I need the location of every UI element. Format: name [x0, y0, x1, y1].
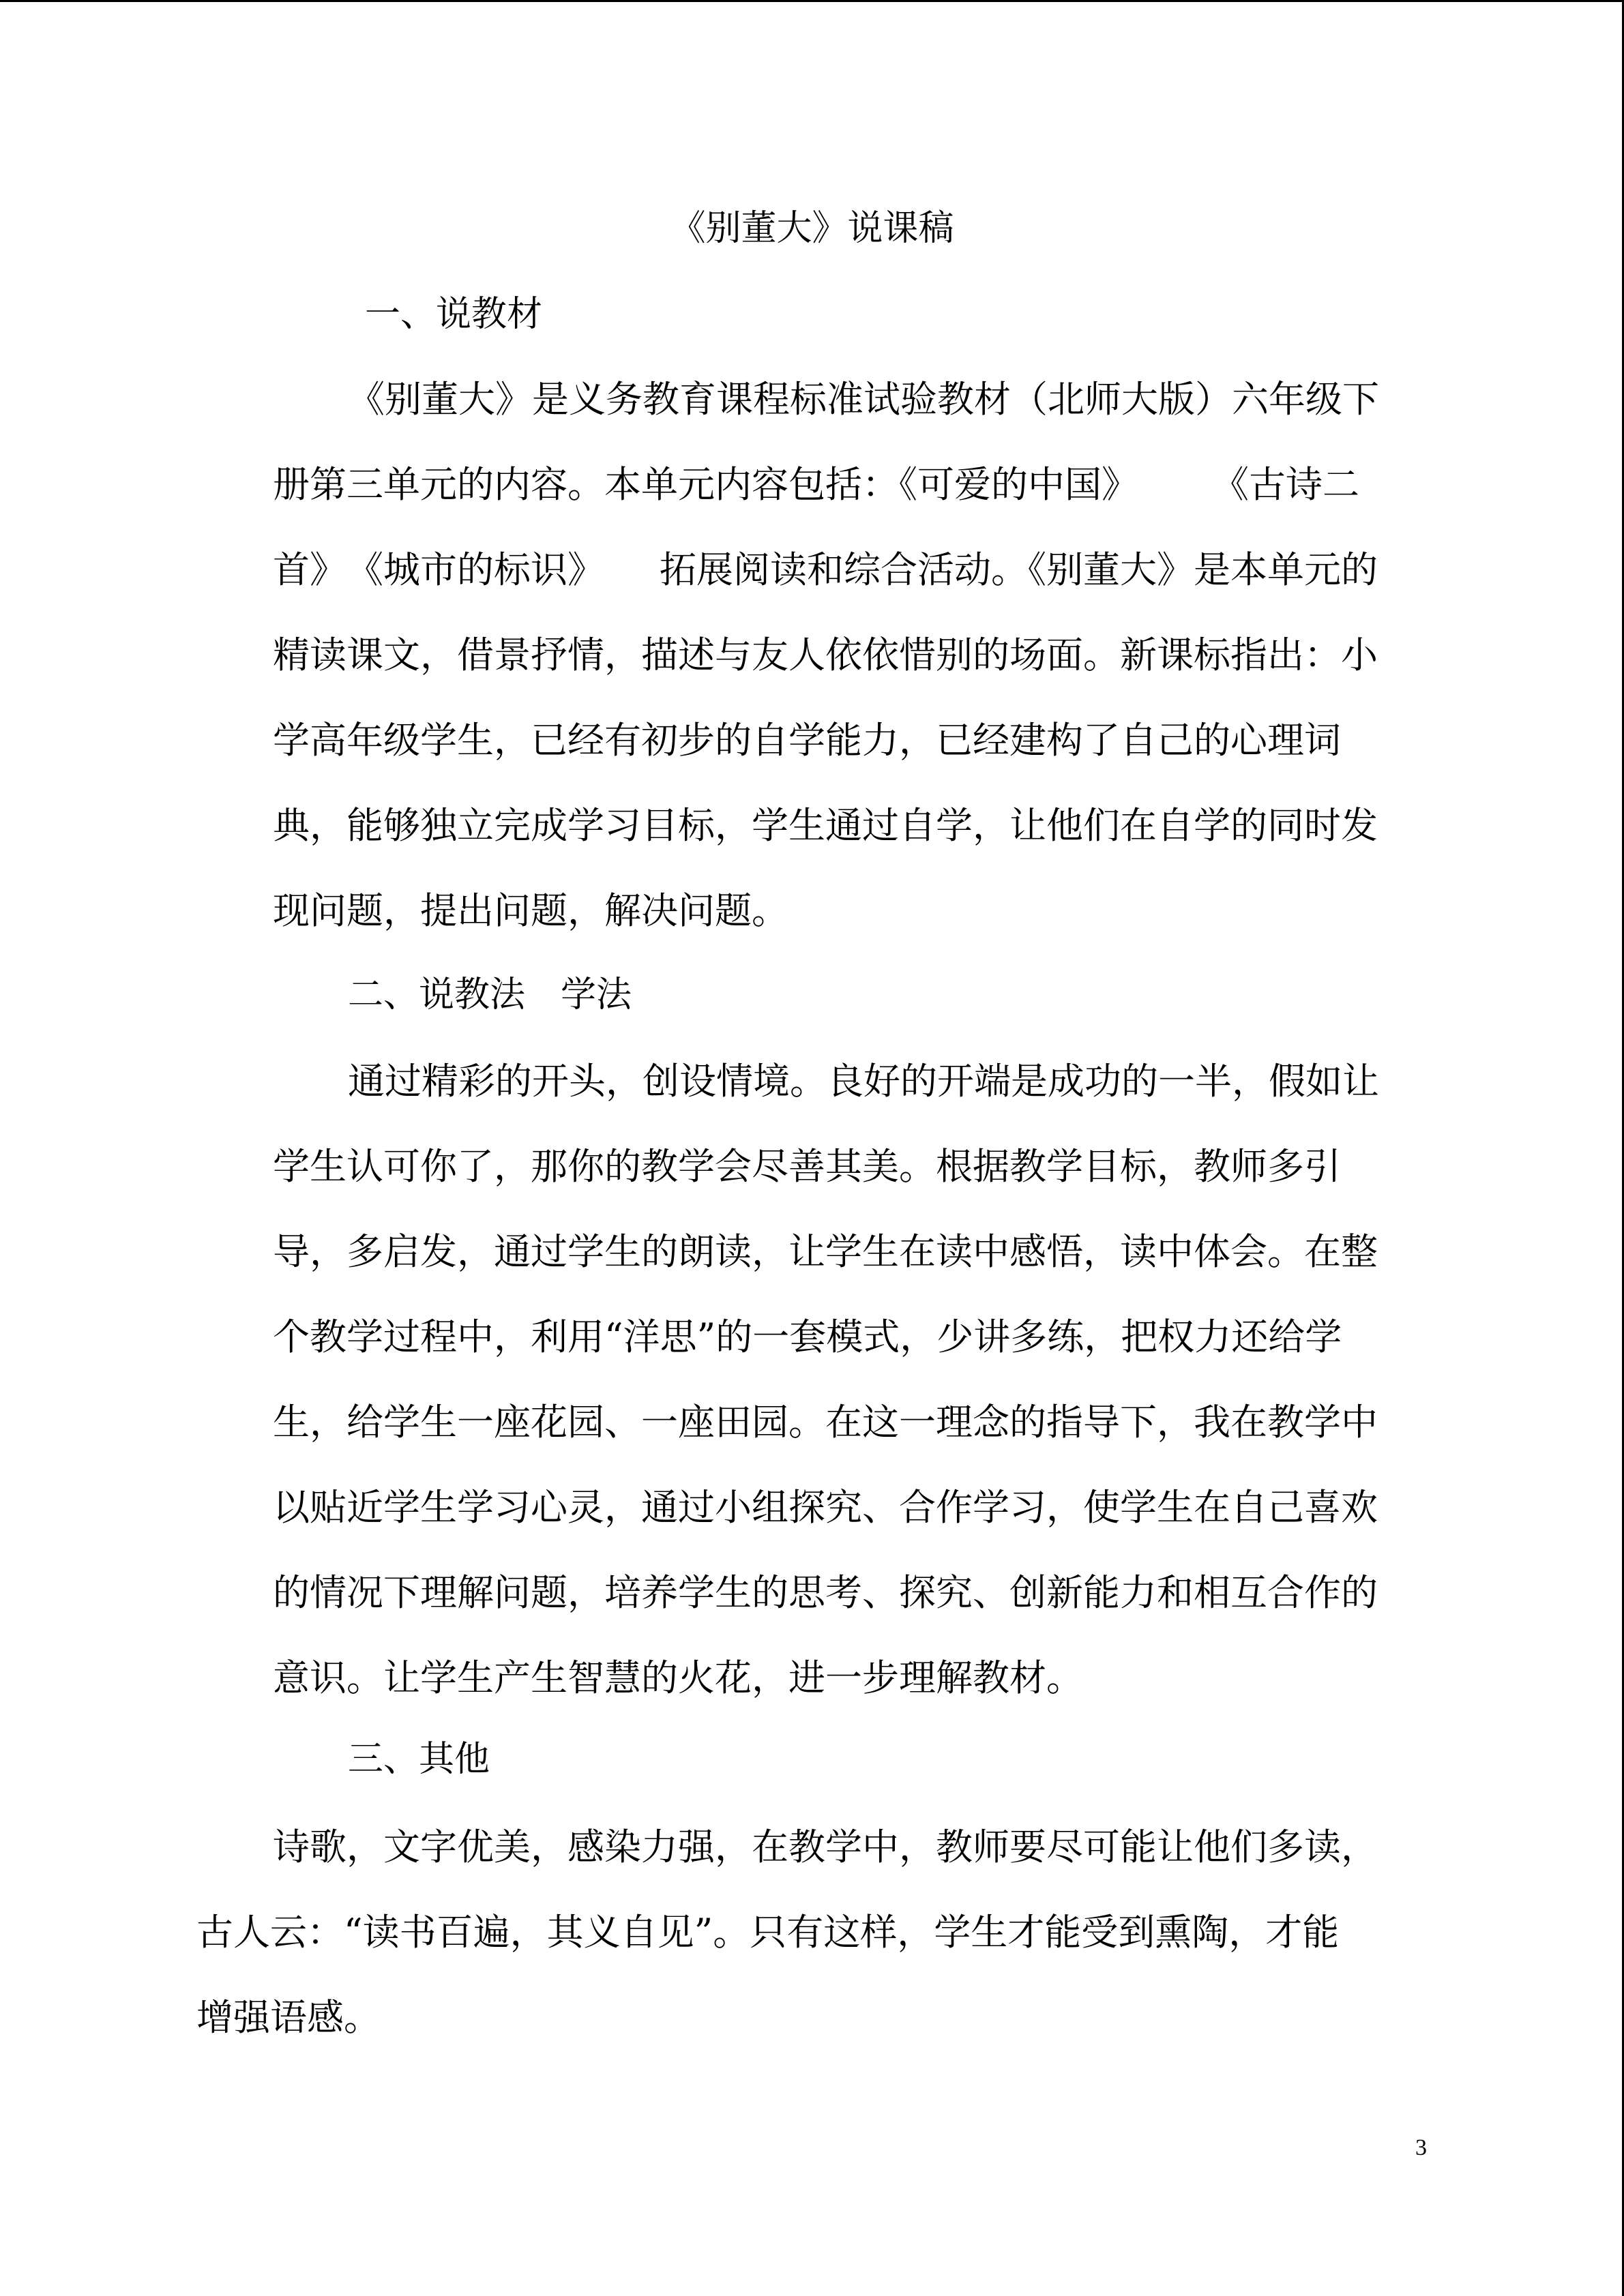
paragraph-line: 精读课文，借景抒情，描述与友人依依惜别的场面。新课标指出：小: [273, 633, 1378, 676]
page-border-top: [0, 0, 1624, 2]
paragraph-line: 首》 《城市的标识》 拓展阅读和综合活动。《别董大》是本单元的: [273, 548, 1378, 591]
paragraph-line: 典，能够独立完成学习目标，学生通过自学，让他们在自学的同时发: [273, 804, 1378, 847]
page-title: 《别董大》说课稿: [670, 208, 954, 249]
paragraph-line: 以贴近学生学习心灵，通过小组探究、合作学习，使学生在自己喜欢: [273, 1486, 1378, 1529]
section-heading-2: 二、说教法 学法: [348, 974, 632, 1015]
paragraph-line: 古人云：“读书百遍，其义自见”。只有这样，学生才能受到熏陶，才能: [196, 1911, 1340, 1954]
paragraph-line: 学生认可你了，那你的教学会尽善其美。根据教学目标，教师多引: [273, 1145, 1341, 1188]
paragraph-line: 册第三单元的内容。本单元内容包括：《可爱的中国》 《古诗二: [273, 463, 1359, 506]
paragraph-line: 现问题，提出问题，解决问题。: [273, 889, 788, 932]
paragraph-line: 意识。让学生产生智慧的火花，进一步理解教材。: [273, 1656, 1083, 1699]
page-number: 3: [1415, 2135, 1427, 2160]
section-2-paragraph: [273, 1039, 1379, 1720]
paragraph-line: 生，给学生一座花园、一座田园。在这一理念的指导下，我在教学中: [273, 1401, 1378, 1444]
paragraph-line: 个教学过程中，利用“洋思”的一套模式，少讲多练，把权力还给学: [273, 1315, 1342, 1358]
paragraph-line: 增强语感。: [196, 1996, 381, 2039]
paragraph-line: 通过精彩的开头，创设情境。良好的开端是成功的一半，假如让: [348, 1060, 1379, 1103]
section-heading-1: 一、说教材: [365, 294, 543, 335]
section-heading-3: 三、其他: [348, 1739, 490, 1780]
section-3-paragraph: [196, 1804, 1378, 2060]
paragraph-line: 的情况下理解问题，培养学生的思考、探究、创新能力和相互合作的: [273, 1571, 1378, 1614]
paragraph-line: 学高年级学生，已经有初步的自学能力，已经建构了自己的心理词: [273, 719, 1341, 762]
paragraph-line: 导，多启发，通过学生的朗读，让学生在读中感悟，读中体会。在整: [273, 1230, 1378, 1273]
section-1-paragraph: [273, 357, 1379, 953]
paragraph-line: 诗歌，文字优美，感染力强，在教学中，教师要尽可能让他们多读，: [273, 1825, 1378, 1868]
paragraph-line: 《别董大》是义务教育课程标准试验教材（北师大版）六年级下: [348, 378, 1379, 421]
